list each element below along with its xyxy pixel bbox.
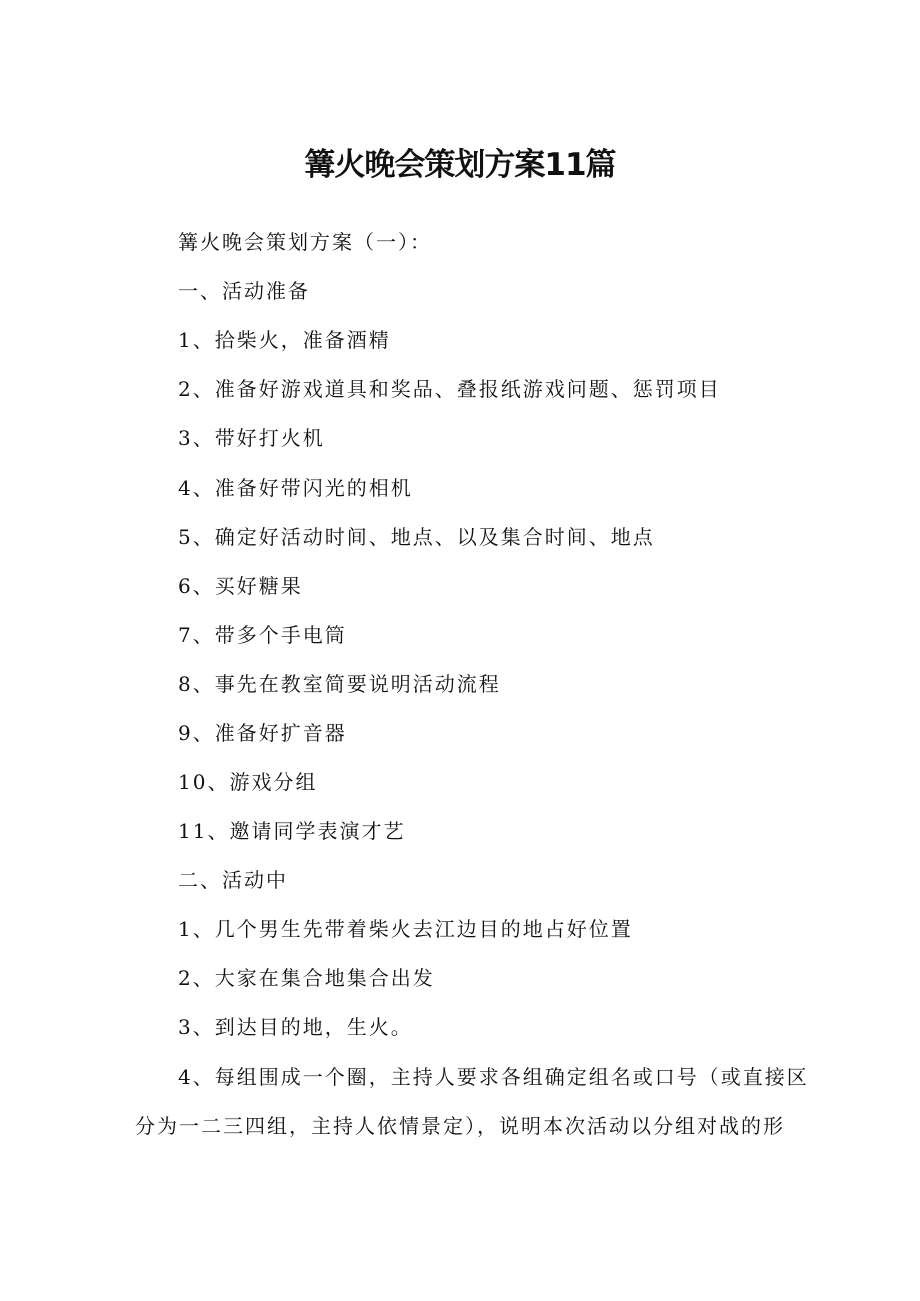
list-item: 4、准备好带闪光的相机: [178, 476, 413, 500]
list-item: 11、邀请同学表演才艺: [178, 819, 406, 843]
list-item: 3、带好打火机: [178, 426, 325, 450]
list-item: 9、准备好扩音器: [178, 721, 347, 745]
section-heading-preparation: 一、活动准备: [178, 279, 310, 303]
plan-subtitle: 篝火晚会策划方案（一）：: [178, 230, 432, 254]
paragraph-line: 4、每组围成一个圈，主持人要求各组确定组名或口号（或直接区: [178, 1065, 809, 1089]
document-title: 篝火晚会策划方案11篇: [304, 147, 616, 183]
list-item: 3、到达目的地，生火。: [178, 1015, 413, 1039]
list-item: 8、事先在教室简要说明活动流程: [178, 672, 501, 696]
list-item: 1、几个男生先带着柴火去江边目的地占好位置: [178, 917, 633, 941]
section-heading-during: 二、活动中: [178, 868, 288, 892]
list-item: 1、拾柴火，准备酒精: [178, 328, 391, 352]
list-item: 2、准备好游戏道具和奖品、叠报纸游戏问题、惩罚项目: [178, 377, 721, 401]
list-item: 7、带多个手电筒: [178, 623, 347, 647]
list-item: 2、大家在集合地集合出发: [178, 966, 435, 990]
list-item: 6、买好糖果: [178, 574, 303, 598]
list-item: 5、确定好活动时间、地点、以及集合时间、地点: [178, 525, 655, 549]
paragraph-line: 分为一二三四组，主持人依情景定），说明本次活动以分组对战的形: [135, 1114, 785, 1138]
list-item: 10、游戏分组: [178, 770, 318, 794]
